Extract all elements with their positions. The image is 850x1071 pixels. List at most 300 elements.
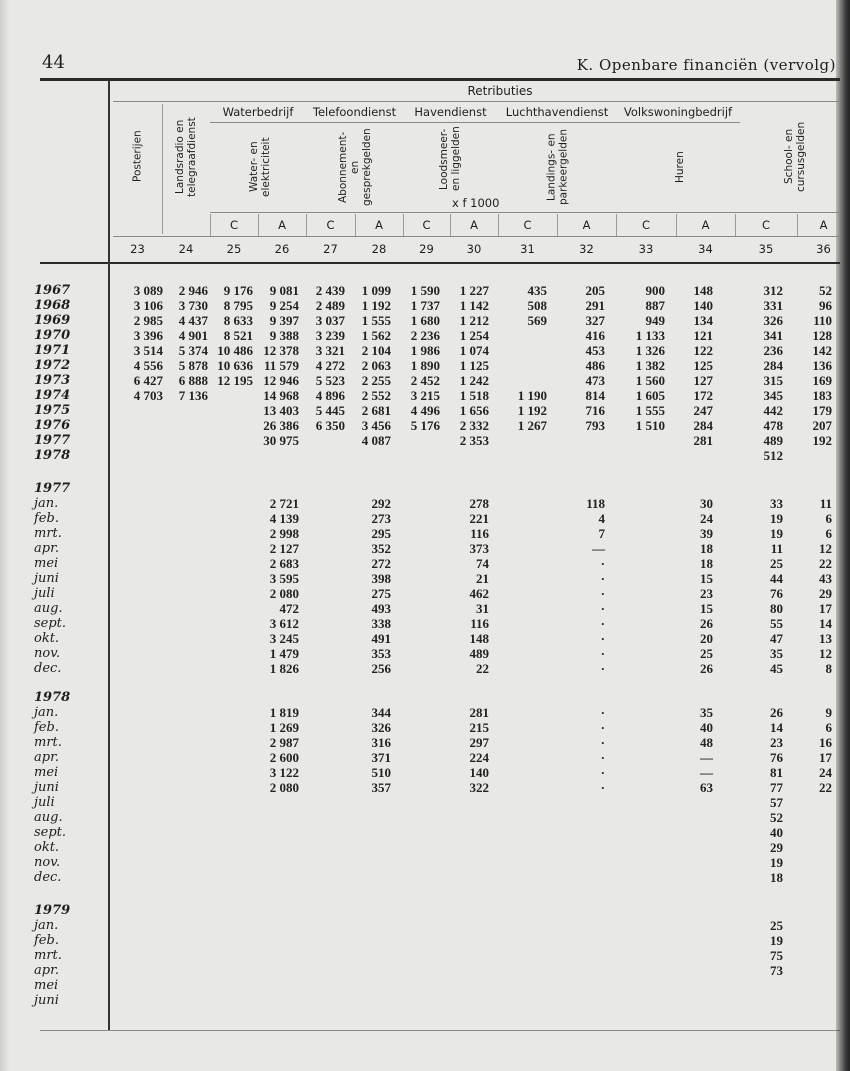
table-cell: · — [600, 571, 605, 586]
row-label-year: 1974 — [34, 388, 71, 403]
group-luchthavendienst: Luchthavendienst — [505, 105, 609, 119]
table-cell: 11 — [770, 541, 783, 556]
row-label-month: okt. — [34, 840, 60, 855]
table-cell: 116 — [470, 526, 489, 541]
row-label-year: 1967 — [34, 283, 71, 298]
column-number: 31 — [520, 242, 535, 256]
table-cell: 10 636 — [217, 358, 253, 373]
col-label-huren: Huren — [674, 151, 686, 183]
table-cell: 3 245 — [269, 631, 299, 646]
table-cell: · — [600, 586, 605, 601]
row-label-month: mrt. — [34, 948, 62, 963]
table-cell: 1 142 — [459, 298, 489, 313]
table-cell: 1 099 — [361, 283, 391, 298]
table-cell: 15 — [700, 601, 713, 616]
table-cell: 2 681 — [361, 403, 391, 418]
table-cell: 2 489 — [315, 298, 345, 313]
table-cell: 344 — [371, 705, 391, 720]
table-cell: 4 272 — [315, 358, 345, 373]
table-cell: 74 — [476, 556, 489, 571]
table-cell: 284 — [693, 418, 713, 433]
table-cell: 473 — [585, 373, 605, 388]
column-divider — [403, 214, 404, 236]
row-label-year: 1973 — [34, 373, 71, 388]
table-cell: 75 — [770, 948, 783, 963]
table-cell: 40 — [770, 825, 783, 840]
row-label-month: aug. — [34, 601, 63, 616]
row-label-month: apr. — [34, 541, 59, 556]
table-cell: 118 — [586, 496, 605, 511]
row-label-month: nov. — [34, 855, 61, 870]
table-cell: 4 901 — [178, 328, 208, 343]
table-cell: 4 139 — [269, 511, 299, 526]
table-cell: 1 212 — [459, 313, 489, 328]
table-cell: 148 — [693, 283, 713, 298]
table-cell: 1 986 — [410, 343, 440, 358]
column-divider — [557, 214, 558, 236]
table-cell: 247 — [693, 403, 713, 418]
row-label-month: mei — [34, 556, 59, 571]
table-cell: 510 — [371, 765, 391, 780]
table-cell: 1 269 — [269, 720, 299, 735]
table-cell: 1 192 — [517, 403, 547, 418]
column-divider — [355, 214, 356, 236]
table-cell: 6 427 — [133, 373, 163, 388]
column-divider — [616, 214, 617, 236]
table-cell: 7 — [598, 526, 605, 541]
table-cell: 16 — [819, 735, 832, 750]
group-waterbedrijf: Waterbedrijf — [222, 105, 294, 119]
table-cell: 25 — [700, 646, 713, 661]
table-cell: 31 — [476, 601, 489, 616]
table-cell: 24 — [819, 765, 832, 780]
table-cell: 2 063 — [361, 358, 391, 373]
row-label-month: dec. — [34, 661, 62, 676]
table-cell: 14 — [819, 616, 832, 631]
row-label-month: sept. — [34, 616, 67, 631]
table-cell: 11 — [819, 496, 832, 511]
table-cell: 169 — [812, 373, 832, 388]
table-cell: · — [600, 750, 605, 765]
ca-code: A — [470, 218, 478, 232]
table-cell: 6 888 — [178, 373, 208, 388]
table-cell: 5 445 — [315, 403, 345, 418]
row-label-year: 1968 — [34, 298, 71, 313]
table-cell: 3 396 — [133, 328, 163, 343]
row-label-month: juni — [34, 993, 59, 1008]
table-cell: 2 236 — [410, 328, 440, 343]
table-cell: 1 242 — [459, 373, 489, 388]
table-cell: 3 106 — [133, 298, 163, 313]
table-cell: · — [600, 556, 605, 571]
column-divider — [258, 214, 259, 236]
table-cell: 23 — [770, 735, 783, 750]
table-cell: 272 — [371, 556, 391, 571]
column-divider — [676, 214, 677, 236]
table-cell: 1 518 — [459, 388, 489, 403]
table-cell: 4 496 — [410, 403, 440, 418]
column-number: 28 — [371, 242, 387, 256]
column-number: 35 — [758, 242, 774, 256]
table-cell: 43 — [819, 571, 832, 586]
row-label-month: okt. — [34, 631, 60, 646]
table-cell: 18 — [770, 870, 783, 885]
table-cell: 291 — [585, 298, 605, 313]
group-telefoondienst: Telefoondienst — [312, 105, 397, 119]
table-cell: 20 — [700, 631, 713, 646]
table-cell: 284 — [763, 358, 783, 373]
column-number: 25 — [226, 242, 242, 256]
table-cell: 26 — [700, 616, 713, 631]
table-cell: 341 — [763, 328, 783, 343]
table-cell: 19 — [770, 526, 783, 541]
table-cell: 6 — [825, 526, 832, 541]
table-cell: 442 — [763, 403, 783, 418]
table-cell: 489 — [469, 646, 489, 661]
table-title: Retributies — [467, 84, 533, 98]
table-cell: 9 254 — [269, 298, 299, 313]
table-cell: 312 — [763, 283, 783, 298]
table-cell: 1 192 — [361, 298, 391, 313]
table-cell: 8 633 — [223, 313, 253, 328]
column-number: 29 — [419, 242, 434, 256]
table-cell: 122 — [693, 343, 713, 358]
table-cell: · — [600, 646, 605, 661]
table-cell: 256 — [371, 661, 391, 676]
table-cell: 2 985 — [133, 313, 163, 328]
row-label-month: feb. — [34, 933, 59, 948]
table-cell: 345 — [763, 388, 783, 403]
table-cell: 4 896 — [315, 388, 345, 403]
table-cell: 1 590 — [410, 283, 440, 298]
table-cell: 416 — [585, 328, 605, 343]
table-cell: 215 — [469, 720, 489, 735]
table-cell: 273 — [371, 511, 391, 526]
table-cell: 1 819 — [269, 705, 299, 720]
table-cell: 316 — [371, 735, 391, 750]
table-cell: 30 — [700, 496, 713, 511]
table-cell: 136 — [812, 358, 832, 373]
table-cell: 116 — [470, 616, 489, 631]
table-cell: 357 — [371, 780, 391, 795]
table-cell: 4 556 — [133, 358, 163, 373]
table-cell: 1 562 — [361, 328, 391, 343]
table-cell: 472 — [279, 601, 299, 616]
table-cell: 814 — [585, 388, 605, 403]
table-cell: 508 — [527, 298, 547, 313]
table-cell: · — [600, 735, 605, 750]
table-cell: 1 267 — [517, 418, 547, 433]
table-cell: · — [600, 780, 605, 795]
table-cell: 2 987 — [269, 735, 299, 750]
table-cell: 76 — [770, 586, 783, 601]
ca-code: A — [701, 218, 710, 232]
ca-code: C — [761, 218, 771, 232]
table-cell: 183 — [812, 388, 832, 403]
table-cell: 2 127 — [269, 541, 299, 556]
table-cell: 315 — [763, 373, 783, 388]
table-cell: 26 — [700, 661, 713, 676]
table-cell: 1 656 — [459, 403, 489, 418]
table-cell: 3 122 — [269, 765, 299, 780]
table-cell: 52 — [819, 283, 832, 298]
row-label-month: juni — [34, 571, 59, 586]
table-cell: 2 946 — [178, 283, 208, 298]
table-cell: 22 — [819, 780, 832, 795]
table-cell: 275 — [371, 586, 391, 601]
table-cell: 125 — [693, 358, 713, 373]
column-number: 24 — [178, 242, 194, 256]
table-cell: 2 721 — [269, 496, 299, 511]
table-cell: 45 — [770, 661, 783, 676]
table-cell: 3 514 — [133, 343, 163, 358]
table-cell: 12 195 — [217, 373, 253, 388]
ca-code: A — [278, 218, 286, 232]
row-label-month: apr. — [34, 750, 59, 765]
table-cell: 2 600 — [269, 750, 299, 765]
group-havendienst: Havendienst — [414, 105, 487, 119]
column-number: 36 — [816, 242, 831, 256]
table-cell: 326 — [763, 313, 783, 328]
ca-code: C — [422, 218, 431, 232]
table-cell: 47 — [770, 631, 783, 646]
table-cell: · — [600, 765, 605, 780]
table-cell: 9 388 — [269, 328, 299, 343]
table-cell: 18 — [700, 541, 713, 556]
table-cell: 10 486 — [217, 343, 253, 358]
table-cell: 6 — [825, 511, 832, 526]
column-number: 23 — [130, 242, 145, 256]
page-left-edge — [0, 0, 10, 1071]
table-cell: 1 605 — [635, 388, 665, 403]
table-cell: 3 321 — [315, 343, 345, 358]
table-cell: 14 — [770, 720, 783, 735]
table-cell: 73 — [770, 963, 783, 978]
table-cell: · — [600, 631, 605, 646]
row-label-month: mei — [34, 978, 59, 993]
table-cell: 327 — [585, 313, 605, 328]
table-cell: 29 — [770, 840, 783, 855]
table-cell: 9 397 — [269, 313, 299, 328]
bottom-rule — [40, 1030, 840, 1031]
table-cell: 716 — [585, 403, 605, 418]
table-cell: 12 378 — [263, 343, 299, 358]
table-cell: 4 437 — [178, 313, 208, 328]
table-cell: 278 — [469, 496, 489, 511]
table-cell: 1 382 — [635, 358, 665, 373]
column-divider — [306, 214, 307, 236]
page-number: 44 — [42, 52, 65, 73]
row-label-month: feb. — [34, 720, 59, 735]
table-cell: 12 946 — [263, 373, 299, 388]
table-cell: 22 — [476, 661, 489, 676]
row-label-month: mei — [34, 765, 59, 780]
column-number: 27 — [323, 242, 338, 256]
table-cell: 478 — [763, 418, 783, 433]
table-cell: 19 — [770, 933, 783, 948]
table-cell: 1 510 — [635, 418, 665, 433]
row-label-year: 1977 — [34, 433, 71, 448]
table-cell: 128 — [812, 328, 832, 343]
col-label-landsradio: Landsradio en telegraafdienst — [174, 117, 198, 197]
ca-code: C — [326, 218, 335, 232]
table-cell: 2 104 — [361, 343, 391, 358]
row-label-month: sept. — [34, 825, 67, 840]
table-cell: 8 — [825, 661, 832, 676]
ca-bottom-rule — [113, 236, 840, 237]
column-divider — [797, 214, 798, 236]
row-label-month: jan. — [34, 918, 59, 933]
table-cell: 207 — [812, 418, 832, 433]
table-cell: 142 — [812, 343, 832, 358]
table-cell: 15 — [700, 571, 713, 586]
table-cell: 887 — [645, 298, 665, 313]
table-cell: 1 227 — [459, 283, 489, 298]
table-cell: 949 — [645, 313, 665, 328]
table-cell: 462 — [469, 586, 489, 601]
row-label-month: juni — [34, 780, 59, 795]
table-cell: 1 074 — [459, 343, 489, 358]
table-cell: 5 176 — [410, 418, 440, 433]
table-cell: 297 — [469, 735, 489, 750]
table-cell: 338 — [371, 616, 391, 631]
table-cell: 19 — [770, 511, 783, 526]
row-label-month: nov. — [34, 646, 61, 661]
group-rule — [210, 122, 740, 123]
table-cell: 9 — [825, 705, 832, 720]
table-cell: 1 680 — [410, 313, 440, 328]
table-cell: — — [700, 750, 713, 765]
table-cell: 6 350 — [315, 418, 345, 433]
ca-code: A — [819, 218, 828, 232]
row-label-month: aug. — [34, 810, 63, 825]
table-cell: 224 — [469, 750, 489, 765]
table-cell: 295 — [371, 526, 391, 541]
table-cell: 512 — [763, 448, 783, 463]
table-cell: · — [600, 661, 605, 676]
row-label-year: 1976 — [34, 418, 71, 433]
table-cell: 9 081 — [269, 283, 299, 298]
row-label-month: mrt. — [34, 526, 62, 541]
col-label-abonnement: Abonnement- en gesprekgelden — [337, 128, 373, 206]
table-cell: 12 — [819, 541, 832, 556]
book-spine-shadow — [836, 0, 850, 1071]
table-cell: 1 737 — [410, 298, 440, 313]
row-label-year: 1978 — [34, 448, 71, 463]
table-cell: 2 080 — [269, 586, 299, 601]
table-cell: 52 — [770, 810, 783, 825]
table-cell: — — [700, 765, 713, 780]
running-head: K. Openbare financiën (vervolg) — [576, 56, 836, 74]
table-cell: 17 — [819, 750, 832, 765]
row-label-year: 1971 — [34, 343, 71, 358]
unit-label: x f 1000 — [452, 196, 500, 210]
table-cell: 491 — [371, 631, 391, 646]
table-cell: 1 254 — [459, 328, 489, 343]
table-cell: 1 133 — [635, 328, 665, 343]
header-bottom-rule — [40, 262, 840, 264]
table-cell: 3 239 — [315, 328, 345, 343]
row-label-year: 1975 — [34, 403, 71, 418]
table-cell: 17 — [819, 601, 832, 616]
table-cell: 140 — [469, 765, 489, 780]
table-cell: 1 560 — [635, 373, 665, 388]
table-cell: 26 386 — [263, 418, 299, 433]
row-label-year: 1970 — [34, 328, 71, 343]
table-cell: 3 089 — [133, 283, 163, 298]
row-label-month: juli — [34, 795, 55, 810]
table-cell: 13 403 — [263, 403, 299, 418]
table-cell: 2 255 — [361, 373, 391, 388]
table-cell: 4 703 — [133, 388, 163, 403]
table-cell: 205 — [585, 283, 605, 298]
row-label-year: 1969 — [34, 313, 71, 328]
table-cell: 57 — [770, 795, 783, 810]
table-cell: 76 — [770, 750, 783, 765]
col-label-water-elektriciteit: Water- en elektriciteit — [248, 137, 272, 197]
column-divider — [498, 214, 499, 236]
table-cell: 1 479 — [269, 646, 299, 661]
column-divider — [735, 214, 736, 236]
table-cell: 3 037 — [315, 313, 345, 328]
table-cell: 55 — [770, 616, 783, 631]
table-cell: 30 975 — [263, 433, 299, 448]
table-cell: 21 — [476, 571, 489, 586]
table-cell: 81 — [770, 765, 783, 780]
column-number: 26 — [274, 242, 290, 256]
col-label-posterijen: Posterijen — [131, 130, 144, 183]
table-cell: 2 452 — [410, 373, 440, 388]
column-number: 32 — [579, 242, 594, 256]
table-cell: 5 878 — [178, 358, 208, 373]
table-cell: 2 998 — [269, 526, 299, 541]
table-cell: — — [592, 541, 605, 556]
table-cell: 134 — [693, 313, 713, 328]
table-cell: 8 795 — [223, 298, 253, 313]
group-volkswoningbedrijf: Volkswoningbedrijf — [623, 105, 733, 119]
table-cell: 29 — [819, 586, 832, 601]
table-cell: 326 — [371, 720, 391, 735]
table-cell: 22 — [819, 556, 832, 571]
column-divider — [210, 214, 211, 236]
table-cell: 292 — [371, 496, 391, 511]
table-cell: · — [600, 616, 605, 631]
table-cell: 48 — [700, 735, 713, 750]
column-divider — [450, 214, 451, 236]
table-cell: 322 — [469, 780, 489, 795]
table-cell: 398 — [371, 571, 391, 586]
table-cell: · — [600, 720, 605, 735]
table-cell: 486 — [585, 358, 605, 373]
table-cell: 2 080 — [269, 780, 299, 795]
row-label-year: 1978 — [34, 690, 71, 705]
table-cell: 8 521 — [223, 328, 253, 343]
table-cell: 172 — [693, 388, 713, 403]
table-cell: 127 — [693, 373, 713, 388]
table-cell: 24 — [700, 511, 713, 526]
table-cell: 2 353 — [459, 433, 489, 448]
table-cell: · — [600, 601, 605, 616]
table-cell: 148 — [469, 631, 489, 646]
table-cell: 3 595 — [269, 571, 299, 586]
row-label-year: 1977 — [34, 481, 71, 496]
table-cell: 9 176 — [223, 283, 253, 298]
table-cell: 3 612 — [269, 616, 299, 631]
table-cell: 140 — [693, 298, 713, 313]
row-label-month: feb. — [34, 511, 59, 526]
table-cell: 2 332 — [459, 418, 489, 433]
row-label-month: juli — [34, 586, 55, 601]
